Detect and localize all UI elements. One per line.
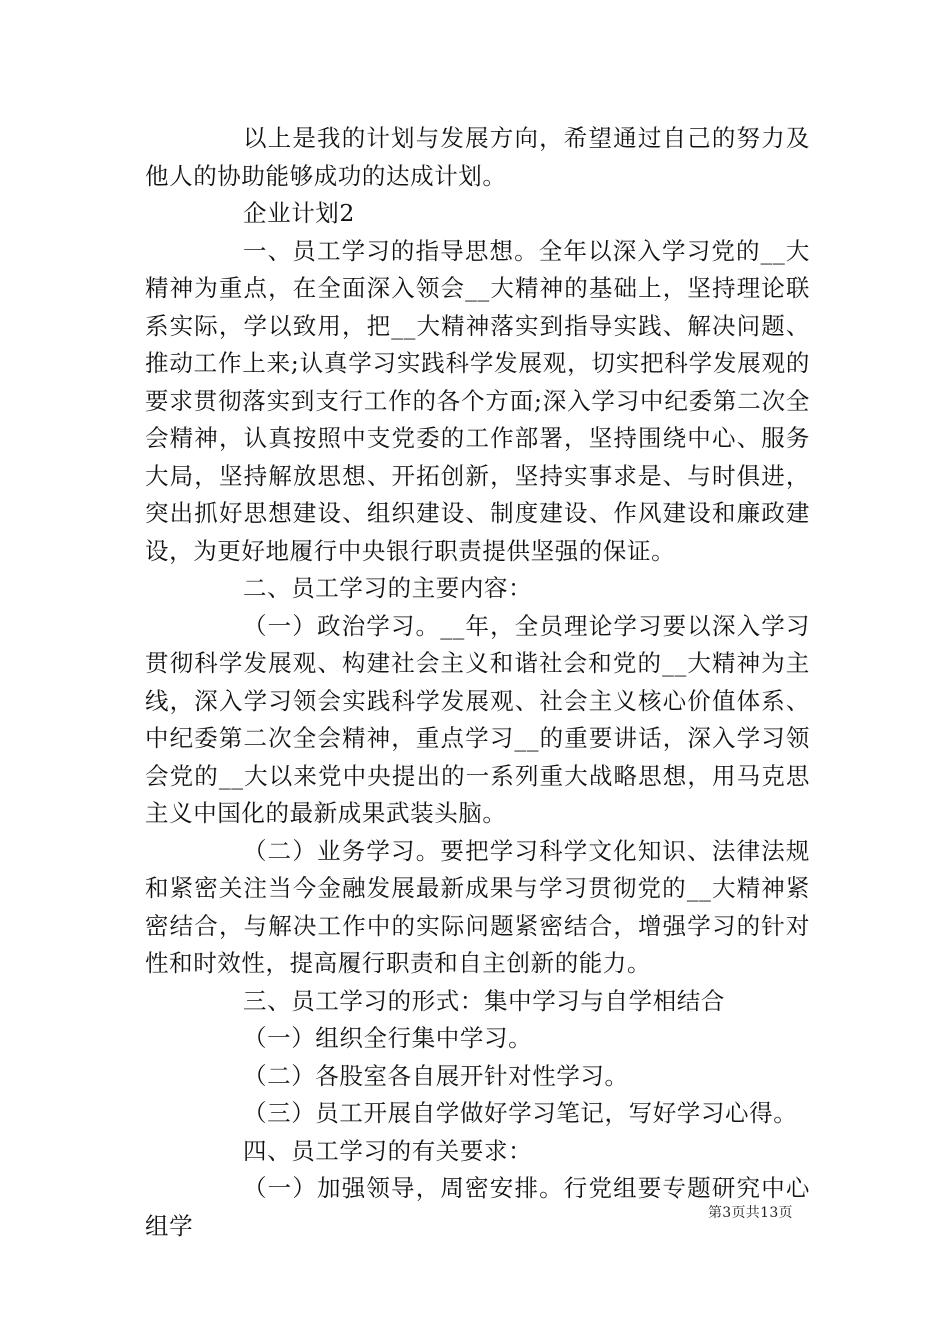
page-number-footer: 第3页共13页 bbox=[708, 1205, 793, 1221]
paragraph-requirements-heading: 四、员工学习的有关要求： bbox=[243, 1136, 533, 1165]
list-item-centralized-study: （一）组织全行集中学习。 bbox=[243, 1024, 533, 1052]
paragraph-study-form-heading: 三、员工学习的形式：集中学习与自学相结合 bbox=[243, 986, 725, 1015]
paragraph-political-study: （一）政治学习。__年，全员理论学习要以深入学习贯彻科学发展观、构建社会主义和谐社会和党的__大精神为主线，深入学习领会实践科学发展观、社会主义核心价值体系、中纪委第二次全会精神，重点学习__的重要讲话，深入学习领会党的__大以来党中央提出的一系列重大战略思想，用马克思主义中国化的最新成果武装头脑。 bbox=[145, 611, 810, 827]
paragraph-leadership: （一）加强领导，周密安排。行党组要专题研究中心组学 bbox=[145, 1174, 810, 1240]
list-item-self-study: （三）员工开展自学做好学习笔记，写好学习心得。 bbox=[243, 1099, 798, 1127]
list-item-department-study: （二）各股室各自展开针对性学习。 bbox=[243, 1061, 629, 1090]
paragraph-business-study: （二）业务学习。要把学习科学文化知识、法律法规和紧密关注当今金融发展最新成果与学习贯彻党的__大精神紧密结合，与解决工作中的实际问题紧密结合，增强学习的针对性和时效性，提高履行职责和自主创新的能力。 bbox=[145, 836, 810, 977]
paragraph-guiding-ideology: 一、员工学习的指导思想。全年以深入学习党的__大精神为重点，在全面深入领会__大精神的基础上，坚持理论联系实际，学以致用，把__大精神落实到指导实践、解决问题、推动工作上来;认真学习实践科学发展观，切实把科学发展观的要求贯彻落实到支行工作的各个方面;深入学习中纪委第二次全会精神，认真按照中支党委的工作部署，坚持围绕中心、服务大局，坚持解放思想、开拓创新，坚持实事求是、与时俱进，突出抓好思想建设、组织建设、制度建设、作风建设和廉政建设，为更好地履行中央银行职责提供坚强的保证。 bbox=[145, 236, 810, 565]
document-body bbox=[145, 120, 810, 1245]
paragraph-main-content-heading: 二、员工学习的主要内容： bbox=[243, 574, 533, 602]
section-heading-plan-2: 企业计划2 bbox=[243, 199, 355, 227]
paragraph-conclusion: 以上是我的计划与发展方向，希望通过自己的努力及他人的协助能够成功的达成计划。 bbox=[145, 124, 810, 190]
